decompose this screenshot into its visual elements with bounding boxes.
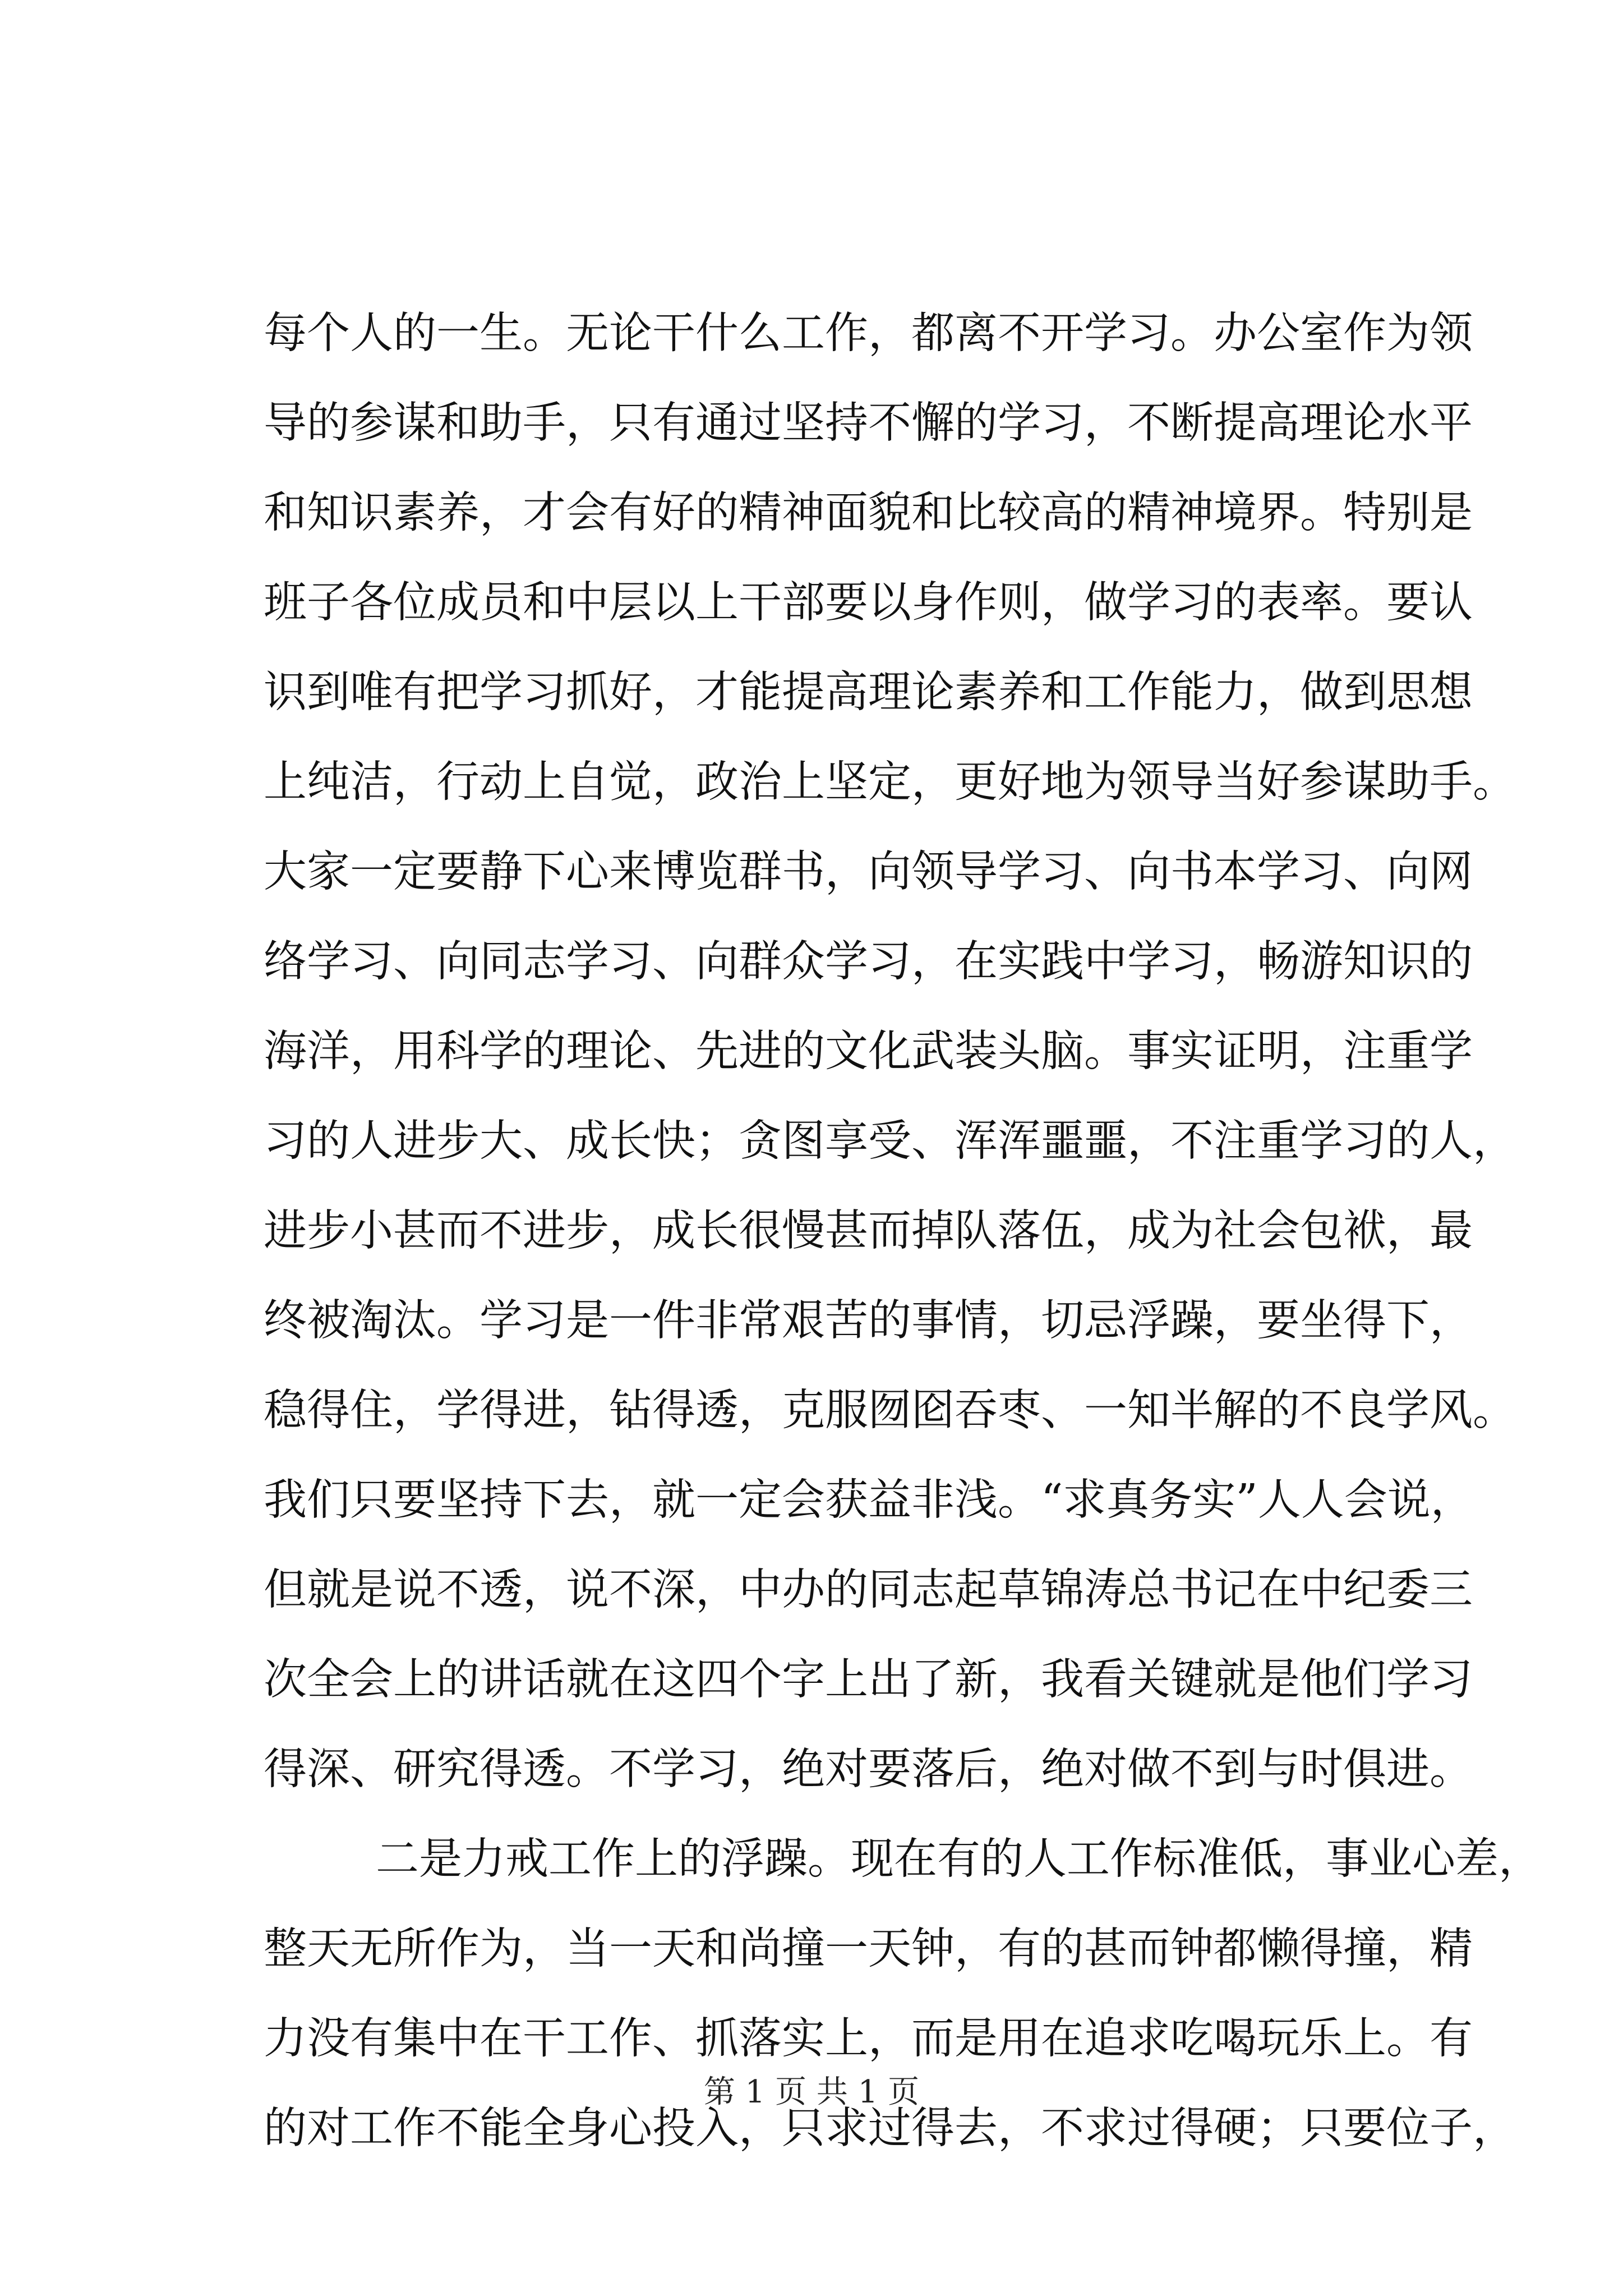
text-line: 海洋，用科学的理论、先进的文化武装头脑。事实证明，注重学 [264, 1027, 1473, 1076]
page-number-footer: 第 1 页 共 1 页 [703, 2074, 920, 2110]
text-line: 每个人的一生。无论干什么工作，都离不开学习。办公室作为领 [264, 309, 1473, 358]
text-line: 识到唯有把学习抓好，才能提高理论素养和工作能力，做到思想 [264, 668, 1473, 717]
text-line: 络学习、向同志学习、向群众学习，在实践中学习，畅游知识的 [264, 937, 1473, 987]
text-line: 导的参谋和助手，只有通过坚持不懈的学习，不断提高理论水平 [264, 398, 1473, 448]
text-line: 我们只要坚持下去，就一定会获益非浅。“求真务实”人人会说， [264, 1475, 1474, 1525]
text-line: 和知识素养，才会有好的精神面貌和比较高的精神境界。特别是 [264, 488, 1473, 538]
text-line: 终被淘汰。学习是一件非常艰苦的事情，切忌浮躁，要坐得下， [264, 1296, 1473, 1346]
text-line: 但就是说不透，说不深，中办的同志起草锦涛总书记在中纪委三 [264, 1565, 1473, 1615]
text-line: 的对工作不能全身心投入，只求过得去，不求过得硬；只要位子， [264, 2104, 1516, 2154]
text-line: 整天无所作为，当一天和尚撞一天钟，有的甚而钟都懒得撞，精 [264, 1924, 1473, 1974]
text-line: 上纯洁，行动上自觉，政治上坚定，更好地为领导当好参谋助手。 [264, 757, 1516, 807]
text-line: 力没有集中在干工作、抓落实上，而是用在追求吃喝玩乐上。有 [264, 2014, 1473, 2064]
text-line: 班子各位成员和中层以上干部要以身作则，做学习的表率。要认 [264, 578, 1473, 628]
text-line: 进步小甚而不进步，成长很慢甚而掉队落伍，成为社会包袱，最 [264, 1206, 1473, 1256]
paragraph-first-line: 二是力戒工作上的浮躁。现在有的人工作标准低，事业心差， [376, 1834, 1542, 1884]
paragraph-end-line: 得深、研究得透。不学习，绝对要落后，绝对做不到与时俱进。 [264, 1745, 1473, 1795]
text-line: 稳得住，学得进，钻得透，克服囫囵吞枣、一知半解的不良学风。 [264, 1386, 1516, 1435]
text-line: 大家一定要静下心来博览群书，向领导学习、向书本学习、向网 [264, 847, 1473, 897]
text-line: 习的人进步大、成长快；贪图享受、浑浑噩噩，不注重学习的人， [264, 1116, 1516, 1166]
text-line: 次全会上的讲话就在这四个字上出了新，我看关键就是他们学习 [264, 1655, 1473, 1705]
